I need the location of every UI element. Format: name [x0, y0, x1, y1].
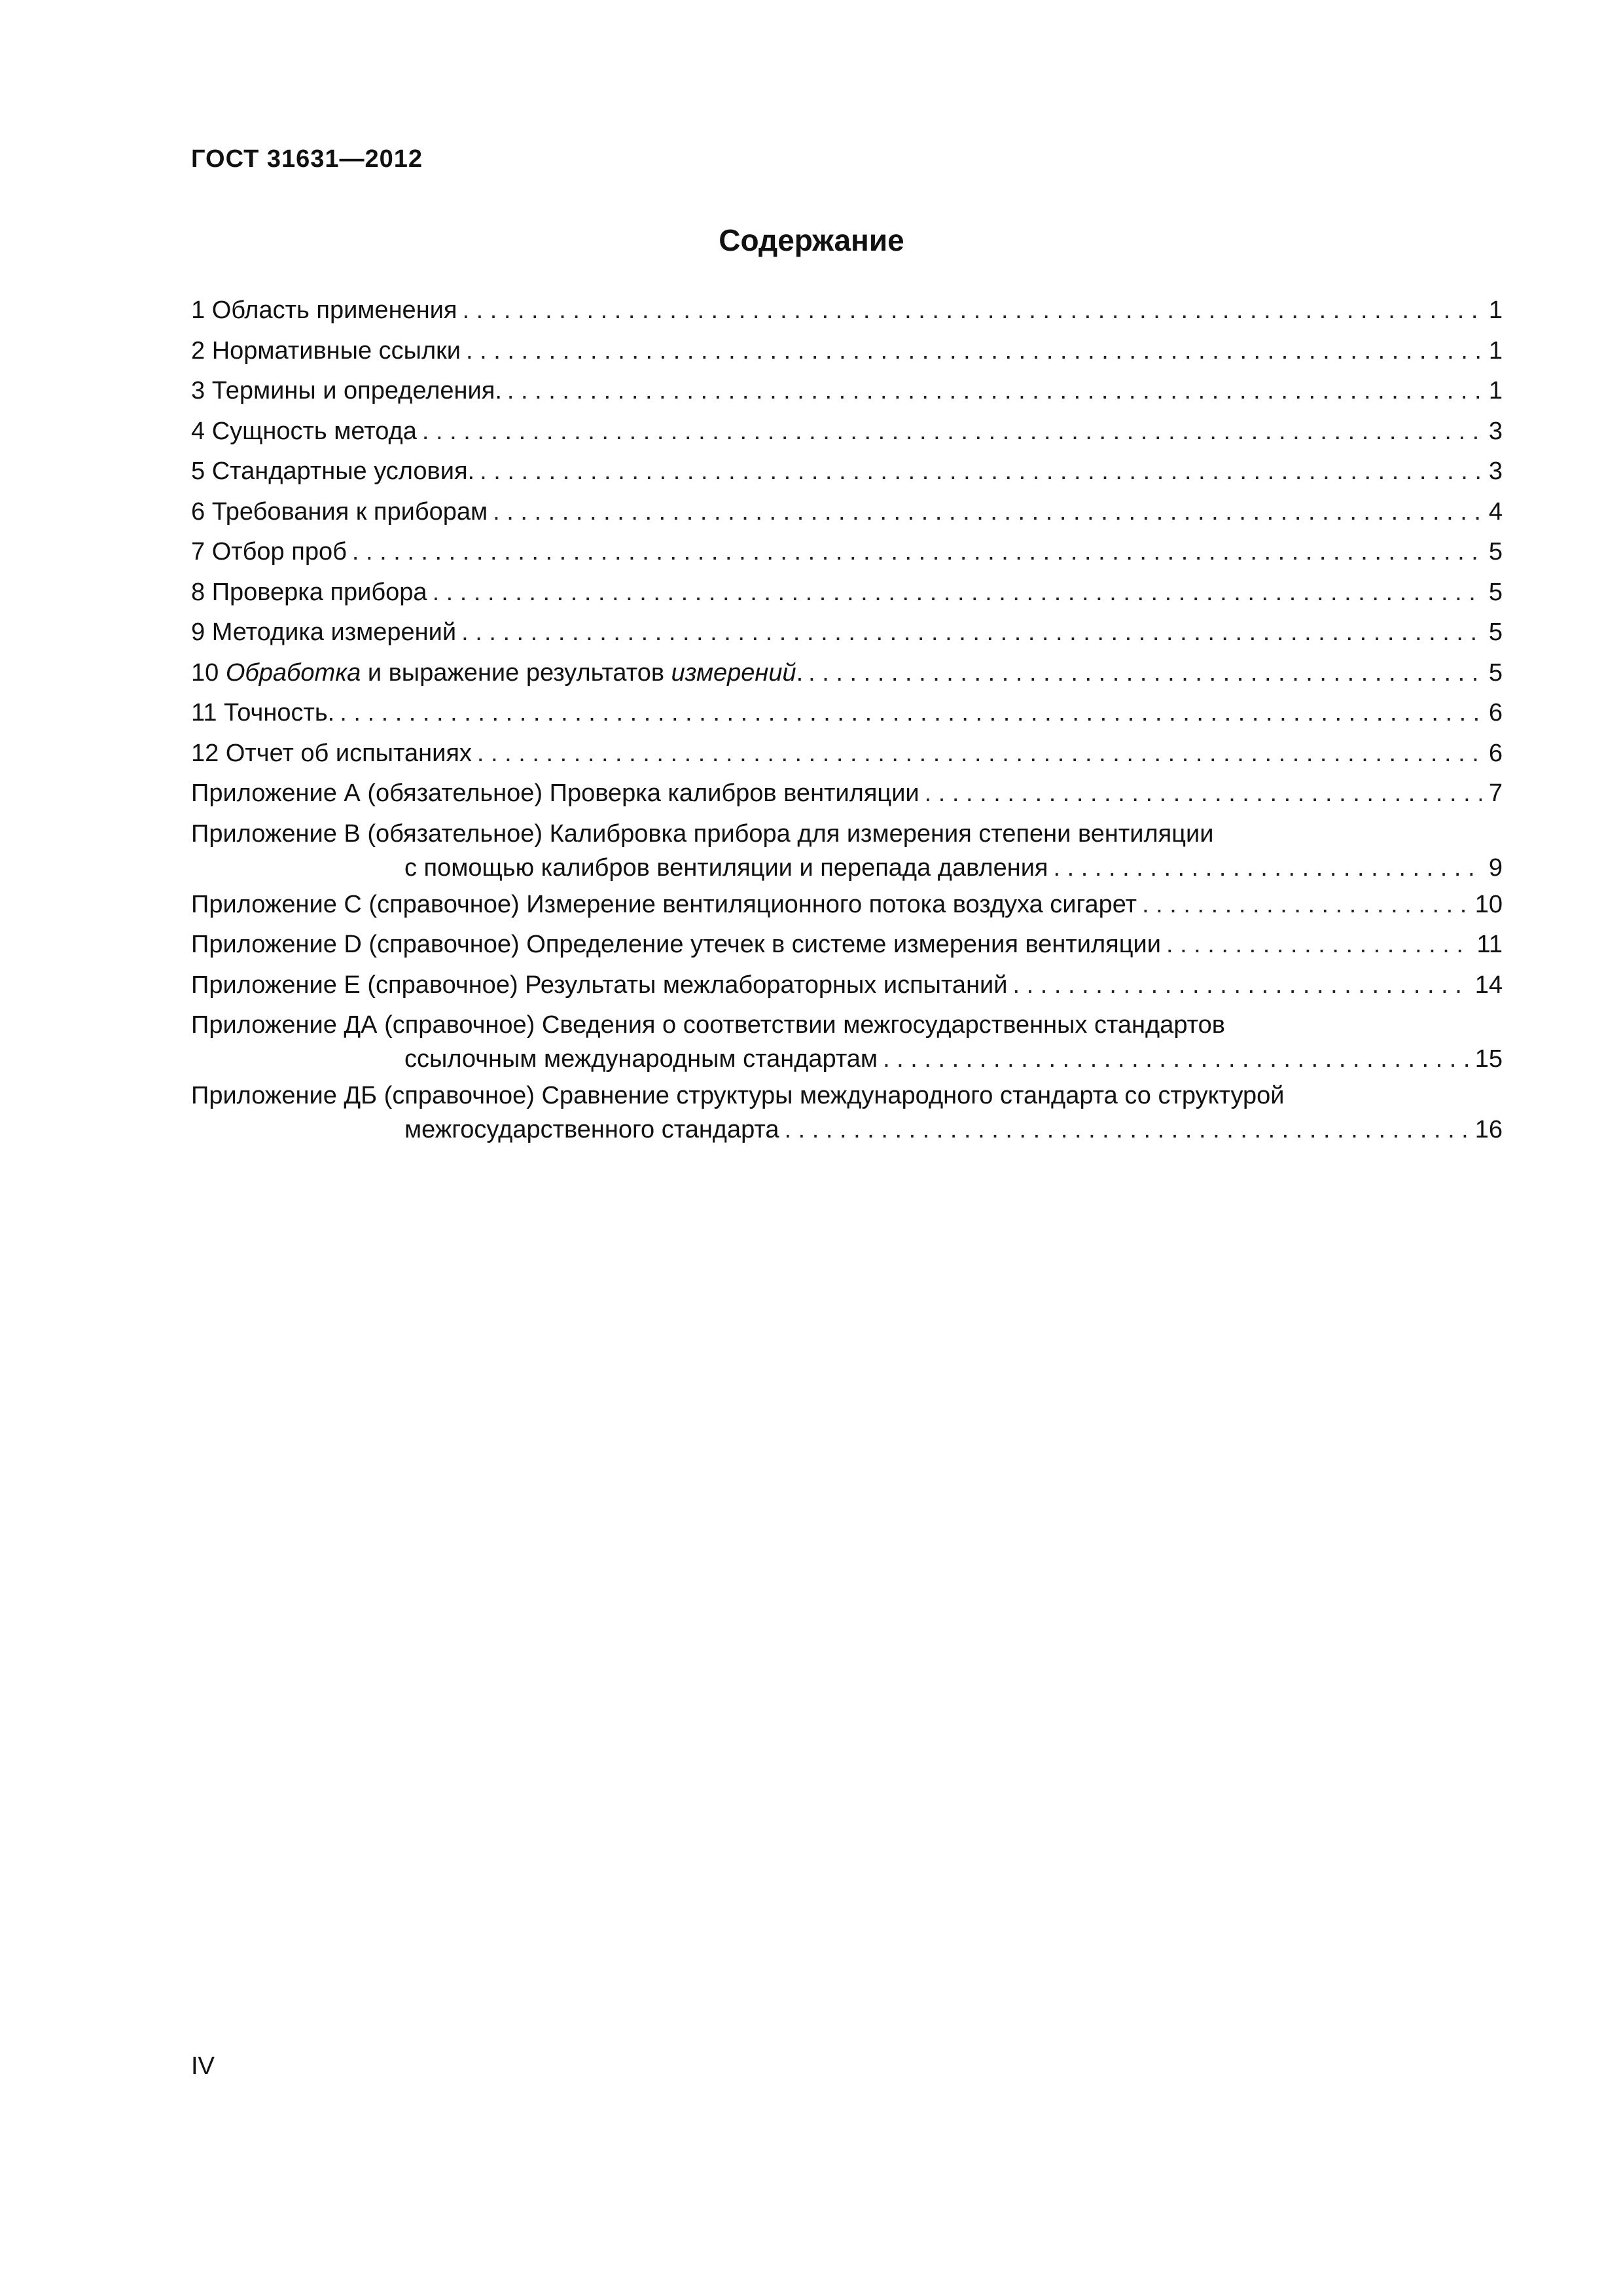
- toc-page-number: 6: [1488, 739, 1503, 767]
- toc-entry[interactable]: [191, 535, 1503, 575]
- toc-dot-leader: [925, 776, 1482, 810]
- toc-entry-text: Приложение Е (справочное) Результаты межлабораторных испытаний: [191, 971, 1008, 999]
- toc-entry-text: 7 Отбор проб: [191, 538, 347, 565]
- toc-entry-text: .: [796, 658, 804, 687]
- toc-entry-text: 1 Область применения: [191, 296, 457, 324]
- toc-entry-title-line: Приложение ДБ (справочное) Сравнение структуры международного стандарта со структурой: [191, 1082, 1285, 1109]
- toc-entry-title: [191, 374, 502, 408]
- toc-entry-text: 6 Требования к приборам: [191, 497, 488, 526]
- toc-entry-title: [191, 888, 1137, 922]
- toc-entry-text: Приложение А (обязательное) Проверка калибров вентиляции: [191, 780, 919, 807]
- toc-dot-leader: [462, 293, 1482, 327]
- toc-entry-text: 2 Нормативные ссылки: [191, 336, 461, 365]
- toc-entry-text: Приложение D (справочное) Определение утечек в системе измерения вентиляции: [191, 931, 1161, 958]
- toc-entry-text: Приложение С (справочное) Измерение вентиляционного потока воздуха сигарет: [191, 890, 1137, 918]
- document-code: ГОСТ 31631—2012: [191, 145, 423, 173]
- toc-entry-title: [404, 1113, 779, 1147]
- toc-dot-leader: [1054, 851, 1482, 885]
- toc-page-number: 5: [1488, 658, 1503, 687]
- toc-page-number: 10: [1474, 890, 1503, 918]
- toc-page-number: 1: [1488, 377, 1503, 404]
- toc-entry[interactable]: [191, 656, 1503, 696]
- toc-page-number: 11: [1476, 931, 1503, 958]
- toc-entry-title: [191, 656, 803, 690]
- toc-dot-leader: [466, 334, 1482, 368]
- toc-page-number: 5: [1488, 578, 1503, 606]
- toc-page-number: 15: [1474, 1045, 1503, 1073]
- toc-entry-title: [191, 736, 472, 770]
- toc-dot-leader: [808, 656, 1482, 690]
- toc-entry-text: 4 Сущность метода: [191, 417, 417, 445]
- toc-entry-text: ссылочным международным стандартам: [404, 1045, 878, 1073]
- page-number: IV: [191, 2053, 215, 2080]
- toc-page-number: 5: [1488, 538, 1503, 565]
- toc-entry-text: 9 Методика измерений: [191, 619, 457, 646]
- toc-entry[interactable]: [191, 817, 1503, 888]
- toc-page-number: 1: [1488, 336, 1503, 365]
- toc-entry-title: [404, 851, 1048, 885]
- toc-page-number: 4: [1488, 497, 1503, 526]
- toc-entry[interactable]: [191, 968, 1503, 1009]
- page-title: Содержание: [719, 223, 904, 257]
- toc-page-number: 9: [1488, 853, 1503, 882]
- toc-entry[interactable]: [191, 414, 1503, 455]
- toc-entry-title: [191, 414, 417, 448]
- toc-entry-title: [191, 968, 1008, 1002]
- toc-entry[interactable]: [191, 888, 1503, 928]
- toc-entry-title: [191, 776, 919, 810]
- toc-page-number: 14: [1474, 971, 1503, 999]
- toc-dot-leader: [785, 1113, 1470, 1147]
- toc-entry[interactable]: [191, 1008, 1503, 1079]
- toc-entry-text: 10: [191, 658, 226, 687]
- toc-entry[interactable]: [191, 293, 1503, 334]
- toc-entry[interactable]: [191, 736, 1503, 777]
- toc-dot-leader: [461, 615, 1482, 649]
- toc-entry-text: межгосударственного стандарта: [404, 1116, 779, 1143]
- toc-dot-leader: [1013, 968, 1470, 1002]
- toc-entry-title: [191, 334, 461, 368]
- toc-entry[interactable]: [191, 615, 1503, 656]
- toc-dot-leader: [1166, 927, 1472, 961]
- toc-entry-italic-text: измерений: [671, 658, 796, 687]
- toc-entry-text: 8 Проверка прибора: [191, 578, 427, 606]
- toc-dot-leader: [883, 1042, 1470, 1076]
- toc-entry[interactable]: [191, 495, 1503, 535]
- toc-entry-text: 12 Отчет об испытаниях: [191, 739, 472, 767]
- toc-entry-text: 3 Термины и определения.: [191, 377, 502, 404]
- toc-entry-title-line: Приложение ДА (справочное) Сведения о соответствии межгосударственных стандартов: [191, 1011, 1225, 1039]
- toc-entry-title: [404, 1042, 878, 1076]
- toc-entry-title-line: Приложение В (обязательное) Калибровка прибора для измерения степени вентиляции: [191, 819, 1214, 848]
- toc-entry-title: [191, 575, 427, 609]
- toc-dot-leader: [480, 454, 1482, 488]
- toc-entry[interactable]: [191, 454, 1503, 495]
- toc-dot-leader: [1142, 888, 1470, 922]
- toc-entry[interactable]: [191, 696, 1503, 736]
- toc-page-number: 3: [1488, 457, 1503, 485]
- toc-page-number: 6: [1488, 699, 1503, 726]
- toc-entry[interactable]: [191, 334, 1503, 374]
- toc-dot-leader: [493, 495, 1482, 529]
- toc-entry[interactable]: [191, 374, 1503, 414]
- toc-entry-title: [191, 495, 488, 529]
- toc-dot-leader: [507, 374, 1482, 408]
- toc-page-number: 3: [1488, 417, 1503, 445]
- toc-entry-text: 5 Стандартные условия.: [191, 457, 475, 485]
- toc-entry-text: и выражение результатов: [361, 658, 671, 687]
- toc-entry-title: [191, 615, 456, 649]
- toc-entry-text: с помощью калибров вентиляции и перепада давления: [404, 853, 1048, 882]
- toc-entry-text: 11 Точность.: [191, 699, 335, 726]
- toc-dot-leader: [422, 414, 1482, 448]
- toc-page-number: 7: [1488, 780, 1503, 807]
- toc-entry-title: [191, 293, 457, 327]
- toc-dot-leader: [352, 535, 1482, 569]
- toc-page-number: 5: [1488, 619, 1503, 646]
- toc-dot-leader: [340, 696, 1482, 730]
- toc-page-number: 16: [1474, 1116, 1503, 1143]
- toc-entry[interactable]: [191, 927, 1503, 968]
- toc-entry[interactable]: [191, 1079, 1503, 1149]
- toc-entry-italic-text: Обработка: [225, 658, 361, 687]
- toc-entry[interactable]: [191, 575, 1503, 616]
- toc-entry-title: [191, 927, 1161, 961]
- toc-dot-leader: [433, 575, 1482, 609]
- table-of-contents: [191, 293, 1503, 1149]
- toc-entry-title: [191, 454, 474, 488]
- toc-dot-leader: [477, 736, 1482, 770]
- toc-entry[interactable]: [191, 776, 1503, 817]
- toc-entry-title: [191, 696, 334, 730]
- toc-entry-title: [191, 535, 347, 569]
- toc-page-number: 1: [1488, 296, 1503, 324]
